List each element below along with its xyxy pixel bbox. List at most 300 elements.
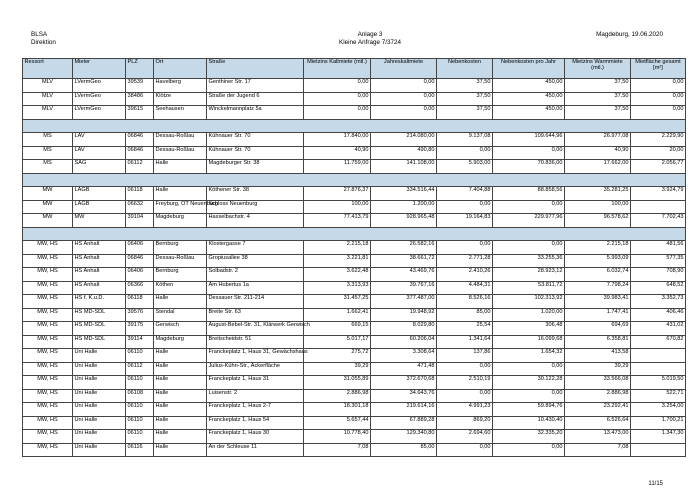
cell-nebenkosten-jahr: 109.644,96 [493, 133, 565, 147]
cell-nebenkosten: 19.164,83 [437, 214, 493, 228]
cell-jahreskaltmiete: 38.661,72 [371, 254, 437, 268]
table-header-row [23, 59, 686, 79]
cell-nebenkosten: 1.341,64 [437, 335, 493, 349]
cell-ressort: MW, HS [23, 254, 73, 268]
cell-ort: Magdeburg [154, 214, 207, 228]
cell-strasse: Kühnauer Str. 70 [207, 146, 304, 160]
cell-plz: 06110 [126, 403, 154, 417]
cell-mieter: Uni Halle [73, 362, 126, 376]
cell-jahreskaltmiete: 214.080,00 [371, 133, 437, 147]
table-row [23, 349, 686, 363]
table-row [23, 241, 686, 255]
cell-jahreskaltmiete: 67.889,28 [371, 416, 437, 430]
cell-strasse: Dessauer Str. 211-214 [207, 295, 304, 309]
cell-kaltmiete: 1.662,41 [304, 308, 371, 322]
cell-plz: 06110 [126, 430, 154, 444]
cell-ort: Dessau-Roßlau [154, 254, 207, 268]
cell-strasse: Franckeplatz 1, Haus 30 [207, 430, 304, 444]
table-row [23, 200, 686, 214]
cell-ressort: MW, HS [23, 241, 73, 255]
cell-ressort: MS [23, 160, 73, 174]
cell-ort: Klötze [154, 92, 207, 106]
cell-mietflaeche [631, 200, 686, 214]
cell-plz: 39576 [126, 308, 154, 322]
cell-mietflaeche: 20,00 [631, 146, 686, 160]
cell-mietflaeche: 648,52 [631, 281, 686, 295]
cell-ort: Magdeburg [154, 335, 207, 349]
cell-jahreskaltmiete: 377.487,00 [371, 295, 437, 309]
cell-warmmiete: 17.662,00 [565, 160, 631, 174]
cell-jahreskaltmiete: 471,48 [371, 362, 437, 376]
cell-plz: 39539 [126, 79, 154, 93]
table-row [23, 416, 686, 430]
cell-nebenkosten: 137,86 [437, 349, 493, 363]
cell-warmmiete: 35.281,25 [565, 187, 631, 201]
cell-warmmiete: 2.886,98 [565, 389, 631, 403]
table-row [23, 389, 686, 403]
cell-jahreskaltmiete: 0,00 [371, 92, 437, 106]
cell-warmmiete: 96.578,62 [565, 214, 631, 228]
cell-jahreskaltmiete: 43.469,76 [371, 268, 437, 282]
group-separator [23, 173, 686, 187]
cell-mieter: LAV [73, 133, 126, 147]
cell-nebenkosten-jahr: 32.335,20 [493, 430, 565, 444]
cell-nebenkosten: 0,00 [437, 389, 493, 403]
cell-warmmiete: 37,50 [565, 79, 631, 93]
cell-mietflaeche: 577,35 [631, 254, 686, 268]
cell-nebenkosten-jahr: 1.654,32 [493, 349, 565, 363]
group-separator [23, 119, 686, 133]
cell-ressort: MW, HS [23, 335, 73, 349]
cell-kaltmiete: 7,08 [304, 443, 371, 457]
cell-plz: 06632 [126, 200, 154, 214]
cell-strasse: Luisenstr. 2 [207, 389, 304, 403]
cell-nebenkosten: 5.903,00 [437, 160, 493, 174]
cell-strasse: August-Bebel-Str. 31, Klärwerk Gerwisch [207, 322, 304, 336]
cell-strasse: Magdeburger Str. 38 [207, 160, 304, 174]
cell-plz: 39104 [126, 214, 154, 228]
cell-jahreskaltmiete: 19.948,92 [371, 308, 437, 322]
cell-plz: 06110 [126, 349, 154, 363]
page-number: 11/15 [648, 481, 663, 487]
cell-strasse: An der Schleuse 11 [207, 443, 304, 457]
cell-mietflaeche [631, 443, 686, 457]
table-row [23, 106, 686, 120]
cell-mietflaeche: 481,56 [631, 241, 686, 255]
cell-jahreskaltmiete: 26.582,16 [371, 241, 437, 255]
cell-nebenkosten: 0,00 [437, 200, 493, 214]
cell-nebenkosten-jahr: 53.811,72 [493, 281, 565, 295]
cell-mietflaeche: 7.702,43 [631, 214, 686, 228]
cell-mieter: HS f. K.u.D. [73, 295, 126, 309]
cell-plz: 06846 [126, 254, 154, 268]
cell-nebenkosten: 4.484,31 [437, 281, 493, 295]
cell-nebenkosten-jahr: 0,00 [493, 443, 565, 457]
cell-mieter: Uni Halle [73, 349, 126, 363]
col-mietflaeche-header: Mietfläche gesamt [m²] [631, 59, 686, 79]
cell-plz: 06112 [126, 160, 154, 174]
cell-strasse: Franckeplatz 1, Haus 2-7 [207, 403, 304, 417]
cell-nebenkosten-jahr: 0,00 [493, 362, 565, 376]
col-nebenkosten-jahr-header: Nebenkosten pro Jahr [493, 59, 565, 79]
cell-kaltmiete: 3.221,81 [304, 254, 371, 268]
cell-nebenkosten-jahr: 0,00 [493, 200, 565, 214]
cell-strasse: Gropiusallee 38 [207, 254, 304, 268]
table-row [23, 430, 686, 444]
cell-strasse: Köthener Str. 38 [207, 187, 304, 201]
cell-mieter: MW [73, 214, 126, 228]
cell-ressort: MW, HS [23, 389, 73, 403]
table-row [23, 79, 686, 93]
cell-mieter: Uni Halle [73, 376, 126, 390]
cell-ort: Freyburg, OT Neuenburg [154, 200, 207, 214]
cell-ort: Halle [154, 430, 207, 444]
cell-kaltmiete: 17.840,00 [304, 133, 371, 147]
cell-warmmiete: 7.798,24 [565, 281, 631, 295]
cell-mieter: HS Anhalt [73, 281, 126, 295]
cell-plz: 06406 [126, 268, 154, 282]
cell-strasse: Genthiner Str. 17 [207, 79, 304, 93]
cell-plz: 06110 [126, 416, 154, 430]
cell-strasse: Franckeplatz 1, Haus 54 [207, 416, 304, 430]
cell-mieter: Uni Halle [73, 389, 126, 403]
cell-mietflaeche: 2.056,77 [631, 160, 686, 174]
col-ort-header: Ort [154, 59, 207, 79]
annex-label: Anlage 3 [357, 31, 383, 38]
cell-ort: Halle [154, 187, 207, 201]
cell-mieter: Uni Halle [73, 403, 126, 417]
cell-mietflaeche: 3.254,00 [631, 403, 686, 417]
table-row [23, 187, 686, 201]
cell-ressort: MW, HS [23, 295, 73, 309]
cell-nebenkosten-jahr: 30.122,28 [493, 376, 565, 390]
cell-ressort: MW, HS [23, 362, 73, 376]
cell-kaltmiete: 31.457,25 [304, 295, 371, 309]
cell-warmmiete: 37,50 [565, 106, 631, 120]
cell-nebenkosten-jahr: 450,00 [493, 79, 565, 93]
cell-warmmiete: 39.983,41 [565, 295, 631, 309]
cell-strasse: Franckeplatz 1, Haus 31 [207, 376, 304, 390]
cell-ort: Bernburg [154, 241, 207, 255]
cell-strasse: Klostergasse 7 [207, 241, 304, 255]
cell-ort: Havelberg [154, 79, 207, 93]
cell-plz: 06406 [126, 241, 154, 255]
col-mieter-header: Mieter [73, 59, 126, 79]
cell-mietflaeche: 0,00 [631, 79, 686, 93]
cell-kaltmiete: 10.778,40 [304, 430, 371, 444]
cell-ressort: MW [23, 214, 73, 228]
cell-ort: Stendal [154, 308, 207, 322]
table-row [23, 146, 686, 160]
cell-ort: Halle [154, 295, 207, 309]
cell-mietflaeche: 708,90 [631, 268, 686, 282]
cell-warmmiete: 40,90 [565, 146, 631, 160]
cell-jahreskaltmiete: 34.643,76 [371, 389, 437, 403]
table-row [23, 254, 686, 268]
cell-warmmiete: 2.215,18 [565, 241, 631, 255]
cell-ressort: MW, HS [23, 308, 73, 322]
cell-nebenkosten-jahr: 102.313,92 [493, 295, 565, 309]
cell-ressort: MLV [23, 92, 73, 106]
cell-strasse: Julius-Kühn-Str., Ackerfläche [207, 362, 304, 376]
cell-jahreskaltmiete: 60.206,04 [371, 335, 437, 349]
cell-strasse: Am Hubertus 1a [207, 281, 304, 295]
cell-kaltmiete: 0,00 [304, 79, 371, 93]
cell-plz: 06846 [126, 146, 154, 160]
place-date: Magdeburg, 19.06.2020 [596, 31, 663, 38]
cell-kaltmiete: 27.876,37 [304, 187, 371, 201]
cell-ressort: MW, HS [23, 281, 73, 295]
cell-kaltmiete: 0,00 [304, 92, 371, 106]
table-row [23, 322, 686, 336]
cell-nebenkosten-jahr: 0,00 [493, 389, 565, 403]
cell-mieter: HS MD-SDL [73, 308, 126, 322]
cell-ort: Halle [154, 416, 207, 430]
col-plz-header: PLZ [126, 59, 154, 79]
cell-kaltmiete: 100,00 [304, 200, 371, 214]
cell-warmmiete: 6.032,74 [565, 268, 631, 282]
cell-ressort: MW [23, 187, 73, 201]
cell-nebenkosten: 869,20 [437, 416, 493, 430]
cell-ressort: MW, HS [23, 268, 73, 282]
table-row [23, 308, 686, 322]
cell-plz: 39114 [126, 335, 154, 349]
cell-plz: 06366 [126, 281, 154, 295]
cell-kaltmiete: 2.215,18 [304, 241, 371, 255]
cell-strasse: Franckeplatz 1, Haus 31, Gewächshaus [207, 349, 304, 363]
cell-nebenkosten-jahr: 306,48 [493, 322, 565, 336]
cell-mietflaeche: 3.352,73 [631, 295, 686, 309]
cell-ressort: MW, HS [23, 443, 73, 457]
cell-ort: Köthen [154, 281, 207, 295]
table-row [23, 443, 686, 457]
cell-kaltmiete: 669,15 [304, 322, 371, 336]
cell-kaltmiete: 0,00 [304, 106, 371, 120]
cell-mieter: LAV [73, 146, 126, 160]
cell-nebenkosten: 0,00 [437, 241, 493, 255]
org-header [31, 31, 56, 47]
cell-plz: 39615 [126, 106, 154, 120]
cell-warmmiete: 33.566,08 [565, 376, 631, 390]
cell-mietflaeche: 0,00 [631, 106, 686, 120]
cell-kaltmiete: 39,29 [304, 362, 371, 376]
cell-jahreskaltmiete: 334.516,44 [371, 187, 437, 201]
cell-jahreskaltmiete: 129.340,80 [371, 430, 437, 444]
cell-mietflaeche: 1.347,30 [631, 430, 686, 444]
cell-nebenkosten-jahr: 28.923,12 [493, 268, 565, 282]
table-row [23, 335, 686, 349]
cell-mieter: HS Anhalt [73, 241, 126, 255]
cell-nebenkosten-jahr: 229.977,96 [493, 214, 565, 228]
cell-kaltmiete: 5.017,17 [304, 335, 371, 349]
cell-nebenkosten-jahr: 16.099,68 [493, 335, 565, 349]
cell-ort: Halle [154, 403, 207, 417]
cell-nebenkosten: 0,00 [437, 146, 493, 160]
cell-ort: Dessau-Roßlau [154, 146, 207, 160]
cell-strasse: Breitscheidstr. 51 [207, 335, 304, 349]
cell-nebenkosten-jahr: 33.255,36 [493, 254, 565, 268]
cell-jahreskaltmiete: 85,00 [371, 443, 437, 457]
cell-nebenkosten: 0,00 [437, 443, 493, 457]
cell-warmmiete: 6.526,64 [565, 416, 631, 430]
col-ressort-header: Ressort [23, 59, 73, 79]
cell-jahreskaltmiete: 372.670,68 [371, 376, 437, 390]
cell-plz: 06116 [126, 443, 154, 457]
cell-ressort: MS [23, 133, 73, 147]
cell-nebenkosten-jahr: 0,00 [493, 241, 565, 255]
cell-ort: Halle [154, 160, 207, 174]
cell-ort: Halle [154, 362, 207, 376]
table-body [23, 79, 686, 457]
col-nebenkosten-header: Nebenkosten [437, 59, 493, 79]
table-row [23, 133, 686, 147]
cell-mietflaeche [631, 349, 686, 363]
cell-nebenkosten: 4.991,23 [437, 403, 493, 417]
cell-nebenkosten-jahr: 0,00 [493, 146, 565, 160]
cell-kaltmiete: 40,90 [304, 146, 371, 160]
cell-plz: 06108 [126, 389, 154, 403]
cell-mietflaeche [631, 362, 686, 376]
cell-plz: 06846 [126, 133, 154, 147]
cell-jahreskaltmiete: 0,00 [371, 79, 437, 93]
cell-plz: 38486 [126, 92, 154, 106]
cell-nebenkosten: 37,50 [437, 106, 493, 120]
cell-ressort: MW, HS [23, 349, 73, 363]
col-kaltmiete-header: Mietzins Kaltmiete (mtl.) [304, 59, 371, 79]
cell-mieter: HS MD-SDL [73, 335, 126, 349]
cell-kaltmiete: 3.622,48 [304, 268, 371, 282]
table-row [23, 281, 686, 295]
cell-mieter: Uni Halle [73, 416, 126, 430]
cell-ressort: MLV [23, 79, 73, 93]
document-title [300, 31, 440, 47]
cell-strasse: Winckelmannplatz 5a [207, 106, 304, 120]
cell-ressort: MW, HS [23, 430, 73, 444]
cell-ressort: MW, HS [23, 376, 73, 390]
rental-table [22, 58, 686, 457]
cell-nebenkosten-jahr: 450,00 [493, 92, 565, 106]
cell-kaltmiete: 5.657,44 [304, 416, 371, 430]
cell-ort: Dessau-Roßlau [154, 133, 207, 147]
cell-jahreskaltmiete: 3.308,64 [371, 349, 437, 363]
cell-mietflaeche: 431,02 [631, 322, 686, 336]
cell-nebenkosten: 85,00 [437, 308, 493, 322]
col-strasse-header: Straße [207, 59, 304, 79]
table-row [23, 160, 686, 174]
cell-ort: Gerwisch [154, 322, 207, 336]
cell-warmmiete: 694,69 [565, 322, 631, 336]
cell-nebenkosten: 37,50 [437, 92, 493, 106]
cell-nebenkosten-jahr: 59.894,76 [493, 403, 565, 417]
cell-nebenkosten: 7.404,88 [437, 187, 493, 201]
cell-nebenkosten-jahr: 88.858,56 [493, 187, 565, 201]
col-jahreskaltmiete-header: Jahreskaltmiete [371, 59, 437, 79]
cell-nebenkosten-jahr: 450,00 [493, 106, 565, 120]
cell-warmmiete: 26.977,08 [565, 133, 631, 147]
cell-jahreskaltmiete: 141.108,00 [371, 160, 437, 174]
cell-strasse: Solbadstr. 2 [207, 268, 304, 282]
cell-nebenkosten-jahr: 10.430,40 [493, 416, 565, 430]
cell-mietflaeche: 406,46 [631, 308, 686, 322]
cell-plz: 06118 [126, 295, 154, 309]
cell-nebenkosten: 2.771,28 [437, 254, 493, 268]
cell-plz: 06112 [126, 362, 154, 376]
cell-mieter: HS MD-SDL [73, 322, 126, 336]
cell-mieter: HS Anhalt [73, 268, 126, 282]
cell-mietflaeche: 5.019,50 [631, 376, 686, 390]
cell-plz: 06118 [126, 187, 154, 201]
group-separator [23, 227, 686, 241]
cell-warmmiete: 37,50 [565, 92, 631, 106]
cell-jahreskaltmiete: 219.614,16 [371, 403, 437, 417]
cell-nebenkosten: 25,54 [437, 322, 493, 336]
cell-ort: Halle [154, 389, 207, 403]
cell-mieter: LVermGeo [73, 79, 126, 93]
cell-kaltmiete: 77.413,79 [304, 214, 371, 228]
table-row [23, 362, 686, 376]
cell-ort: Halle [154, 376, 207, 390]
cell-kaltmiete: 11.759,00 [304, 160, 371, 174]
cell-kaltmiete: 275,72 [304, 349, 371, 363]
cell-mietflaeche: 3.924,79 [631, 187, 686, 201]
cell-nebenkosten: 8.526,16 [437, 295, 493, 309]
cell-warmmiete: 100,00 [565, 200, 631, 214]
cell-mieter: Uni Halle [73, 430, 126, 444]
cell-nebenkosten: 2.694,60 [437, 430, 493, 444]
inquiry-label: Kleine Anfrage 7/3724 [339, 39, 401, 46]
org-name: BLSA [31, 31, 48, 38]
cell-kaltmiete: 31.055,89 [304, 376, 371, 390]
cell-nebenkosten-jahr: 1.020,00 [493, 308, 565, 322]
cell-jahreskaltmiete: 490,80 [371, 146, 437, 160]
cell-strasse: Straße der Jugend 6 [207, 92, 304, 106]
table-row [23, 268, 686, 282]
cell-ressort: MLV [23, 106, 73, 120]
cell-ressort: MW, HS [23, 322, 73, 336]
cell-ressort: MW, HS [23, 403, 73, 417]
cell-strasse: Schloss Neuenburg [207, 200, 304, 214]
cell-nebenkosten: 2.510,19 [437, 376, 493, 390]
cell-nebenkosten: 2.410,26 [437, 268, 493, 282]
cell-warmmiete: 5.993,09 [565, 254, 631, 268]
cell-ort: Seehausen [154, 106, 207, 120]
cell-strasse: Breite Str. 63 [207, 308, 304, 322]
cell-nebenkosten: 9.137,08 [437, 133, 493, 147]
org-unit: Direktion [31, 39, 56, 46]
cell-warmmiete: 413,58 [565, 349, 631, 363]
cell-plz: 39175 [126, 322, 154, 336]
cell-mieter: LAGB [73, 200, 126, 214]
cell-strasse: Kühnauer Str. 70 [207, 133, 304, 147]
table-row [23, 295, 686, 309]
cell-kaltmiete: 3.313,93 [304, 281, 371, 295]
cell-kaltmiete: 18.301,18 [304, 403, 371, 417]
cell-strasse: Hasselbachstr. 4 [207, 214, 304, 228]
table-row [23, 214, 686, 228]
cell-warmmiete: 1.747,41 [565, 308, 631, 322]
cell-ressort: MW [23, 200, 73, 214]
cell-jahreskaltmiete: 39.767,16 [371, 281, 437, 295]
col-warmmiete-header: Mietzins Warmmiete (mtl.) [565, 59, 631, 79]
cell-jahreskaltmiete: 0,00 [371, 106, 437, 120]
cell-ressort: MW, HS [23, 416, 73, 430]
cell-ressort: MS [23, 146, 73, 160]
cell-mieter: LVermGeo [73, 106, 126, 120]
cell-kaltmiete: 2.886,98 [304, 389, 371, 403]
cell-nebenkosten: 37,50 [437, 79, 493, 93]
cell-warmmiete: 23.292,41 [565, 403, 631, 417]
cell-mieter: LAGB [73, 187, 126, 201]
